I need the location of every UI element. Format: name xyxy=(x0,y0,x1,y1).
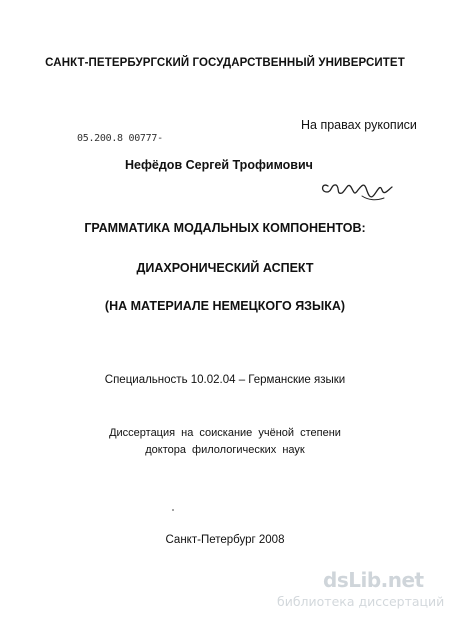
watermark-logo: dsLib.net xyxy=(323,568,424,592)
title-line-1: ГРАММАТИКА МОДАЛЬНЫХ КОМПОНЕНТОВ: xyxy=(84,221,366,235)
university-name: САНКТ-ПЕТЕРБУРГСКИЙ ГОСУДАРСТВЕННЫЙ УНИВЕРСИТЕТ xyxy=(45,57,405,69)
title-line-3: (НА МАТЕРИАЛЕ НЕМЕЦКОГО ЯЗЫКА) xyxy=(104,299,346,313)
watermark-subtitle: библиотека диссертаций xyxy=(277,594,445,609)
author-name: Нефёдов Сергей Трофимович xyxy=(125,158,313,172)
inventory-stamp: 05.200.8 00777- xyxy=(77,133,163,144)
degree-line-2: доктора филологических наук xyxy=(145,444,305,456)
handwritten-signature xyxy=(318,178,396,204)
speck-mark xyxy=(172,509,174,511)
specialty-line: Специальность 10.02.04 – Германские языки xyxy=(104,374,346,386)
title-line-2: ДИАХРОНИЧЕСКИЙ АСПЕКТ xyxy=(136,261,314,275)
degree-line-1: Диссертация на соискание учёной степени xyxy=(109,427,341,439)
manuscript-note: На правах рукописи xyxy=(301,118,417,132)
city-year: Санкт-Петербург 2008 xyxy=(165,534,285,546)
